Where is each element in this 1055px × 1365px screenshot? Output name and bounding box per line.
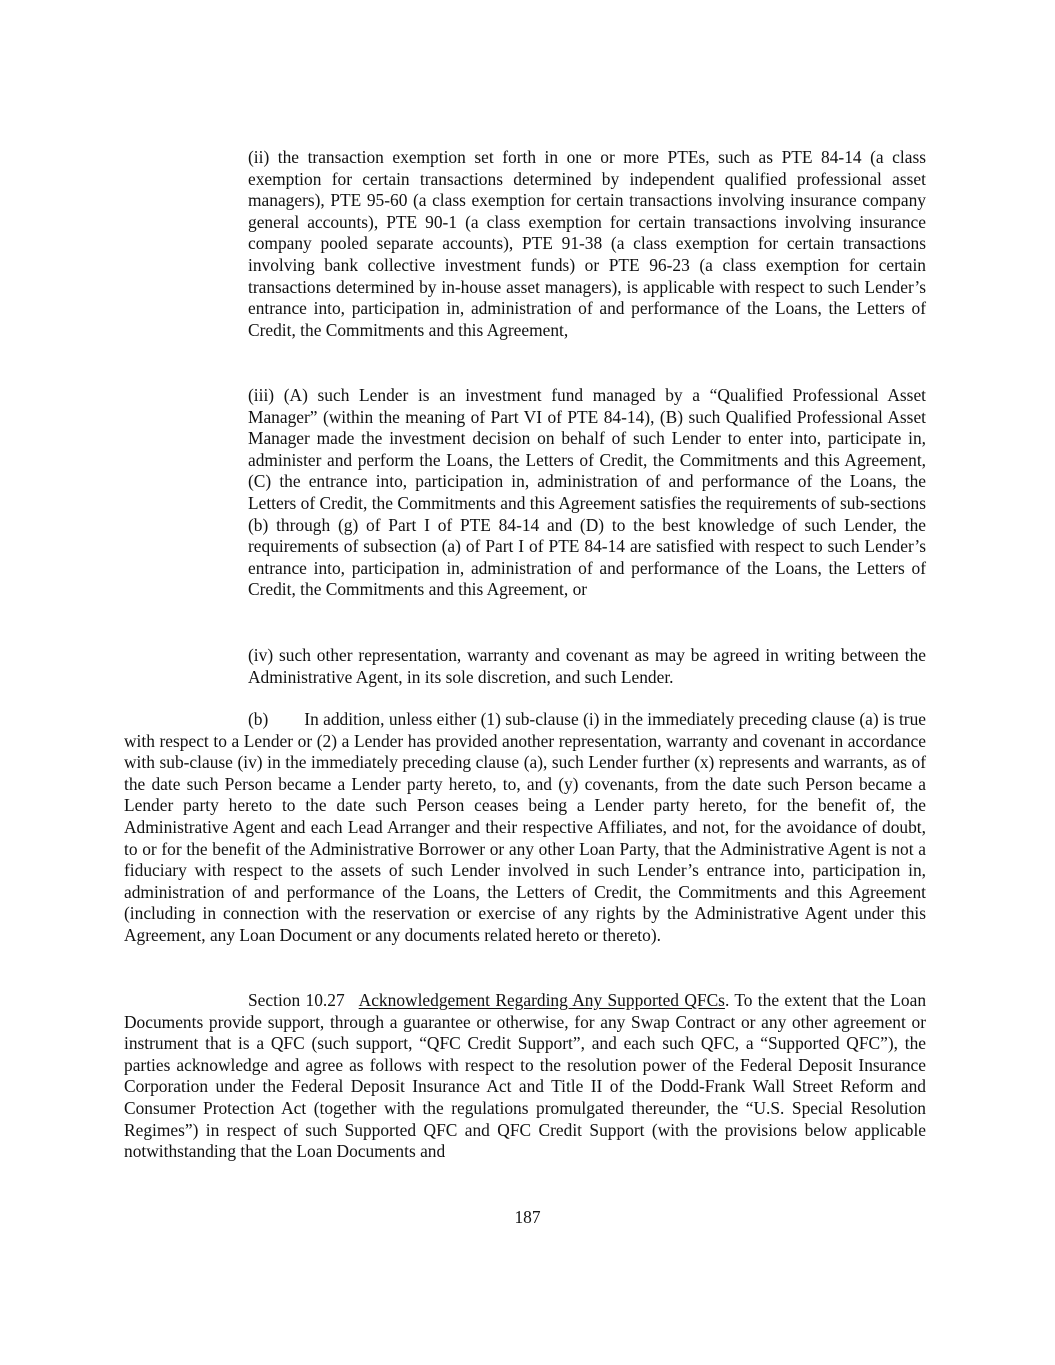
section-heading: Acknowledgement Regarding Any Supported QFCs bbox=[358, 990, 725, 1010]
section-number: Section 10.27 bbox=[248, 990, 345, 1010]
section-text: . To the extent that the Loan Documents provide support, through a guarantee or otherwise, for any Swap Contract or any other agreement or instrument that is a QFC (such support, “QFC Credit Support”, and each such QFC, a “Supported QFC”), the parties acknowledge and agree as follows with respect to the resolution power of the Federal Deposit Insurance Corporation under the Federal Deposit Insurance Act and Title II of the Dodd-Frank Wall Street Reform and Consumer Protection Act (together with the regulations promulgated thereunder, the “U.S. Special Resolution Regimes”) in respect of such Supported QFC and QFC Credit Support (with the provisions below applicable notwithstanding that the Loan Documents and bbox=[124, 990, 927, 1162]
paragraph-clause-ii: (ii) the transaction exemption set forth in one or more PTEs, such as PTE 84-14 (a class exemption for certain transactions determined by independent qualified professional asset managers), PTE 95-60 (a class exemption for certain transactions involving insurance company general accounts), PTE 90-1 (a class exemption for certain transactions involving insurance company pooled separate accounts), PTE 91-38 (a class exemption for certain transactions involving bank collective investment funds) or PTE 96-23 (a class exemption for certain transactions determined by in-house asset managers), is applicable with respect to such Lender’s entrance into, participation in, administration of and performance of the Loans, the Letters of Credit, the Commitments and this Agreement, bbox=[248, 147, 926, 340]
page-number: 187 bbox=[514, 1207, 541, 1227]
clause-b-text: In addition, unless either (1) sub-clause (i) in the immediately preceding clause (a) is true with respect to a Lender or (2) a Lender has provided another representation, warranty and covenant in accordance with sub-clause (iv) in the immediately preceding clause (a), such Lender further (x) represents and warrants, as of the date such Person became a Lender party hereto, to, and (y) covenants, from the date such Person became a Lender party hereto to the date such Person ceases being a Lender party hereto, for the benefit of, the Administrative Agent and each Lead Arranger and their respective Affiliates, and not, for the avoidance of doubt, to or for the benefit of the Administrative Borrower or any other Loan Party, that the Administrative Agent is not a fiduciary with respect to the assets of such Lender involved in such Lender’s entrance into, participation in, administration of and performance of the Loans, the Letters of Credit, the Commitments and this Agreement (including in connection with the reservation or exercise of any rights by the Administrative Agent under this Agreement, any Loan Document or any documents related hereto or thereto). bbox=[124, 709, 926, 945]
paragraph-section-10-27 bbox=[124, 990, 926, 1163]
paragraph-clause-b bbox=[124, 709, 926, 947]
clause-b-label: (b) bbox=[248, 709, 269, 729]
paragraph-clause-iv: (iv) such other representation, warranty and covenant as may be agreed in writing between the Administrative Agent, in its sole discretion, and such Lender. bbox=[248, 645, 926, 687]
paragraph-clause-iii: (iii) (A) such Lender is an investment fund managed by a “Qualified Professional Asset Manager” (within the meaning of Part VI of PTE 84-14), (B) such Qualified Professional Asset Manager made the investment decision on behalf of such Lender to enter into, participate in, administer and perform the Loans, the Letters of Credit, the Commitments and this Agreement, (C) the entrance into, participation in, administration of and performance of the Loans, the Letters of Credit, the Commitments and this Agreement satisfies the requirements of sub-sections (b) through (g) of Part I of PTE 84-14 and (D) to the best knowledge of such Lender, the requirements of subsection (a) of Part I of PTE 84-14 are satisfied with respect to such Lender’s entrance into, participation in, administration of and performance of the Loans, the Letters of Credit, the Commitments and this Agreement, or bbox=[248, 385, 926, 600]
